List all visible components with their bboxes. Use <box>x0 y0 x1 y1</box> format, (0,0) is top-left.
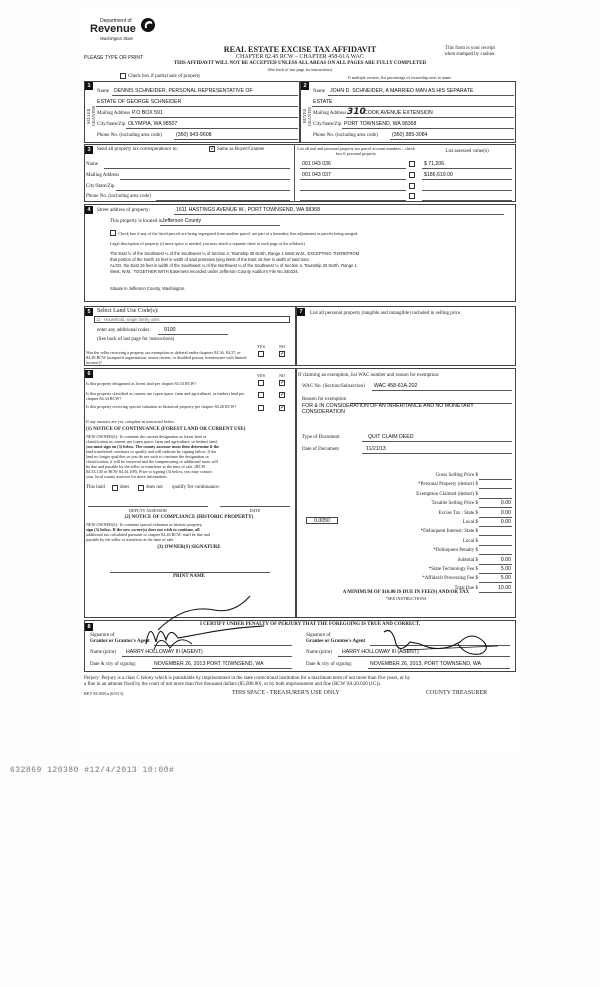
tax-row-value[interactable]: 0.00 <box>500 519 511 525</box>
qualify-label: qualify for continuance. <box>172 485 220 490</box>
seller-mailing[interactable]: P.O BOX 591 <box>132 110 163 116</box>
certify-statement: I CERTIFY UNDER PENALTY OF PERJURY THAT THE FOREGOING IS TRUE AND CORRECT. <box>199 622 420 627</box>
cont-5: land no longer qualifies or you do not wish to continue the designation or <box>86 454 209 459</box>
parcel-2-personal-checkbox[interactable] <box>409 172 415 178</box>
cont-8: 84.33.140 or RCW 84.34.108). Prior to signing (3) below, you may contact <box>86 469 212 474</box>
section-number-5: 5 <box>85 308 93 316</box>
does-not-label: does not <box>146 485 163 490</box>
legal-description-label: Legal description of property (if more space is needed, you may attach a separate sheet to each page of the affidavit) <box>110 241 305 246</box>
recording-stamp: 632869 120380 #12/4/2013 10:00# <box>10 766 175 775</box>
legal-line-1: The East ½ of the Southwest ¼ of the Southwest ¼ of Section 4, Township 30 North, Range 1 West,W.M., EXCEPTING THEREFROM <box>110 251 360 256</box>
buyer-mailing-label: Mailing Address <box>313 111 347 116</box>
grantee-date-label: Date & city of signing: <box>306 662 353 667</box>
seller-city-label: City/State/Zip <box>97 122 126 127</box>
tax-row-label: Subtotal $ <box>457 557 478 563</box>
q3-yes-checkbox[interactable] <box>258 405 264 411</box>
tax-row-label: Local $ <box>462 538 478 544</box>
seller-city[interactable]: OLYMPIA, WA 98507 <box>128 121 178 127</box>
see-instructions: *SEE INSTRUCTIONS <box>385 596 427 601</box>
s3-name-label: Name <box>86 162 98 167</box>
parcel-3-personal-checkbox[interactable] <box>409 183 415 189</box>
buyer-phone[interactable]: (360) 385-3084 <box>392 132 428 138</box>
cont-2: classification as current use (open space, farm and agriculture, or timber) land, <box>86 439 218 444</box>
cont-7: be due and payable by the seller or transferor at the time of sale. (RCW <box>86 464 206 469</box>
s5-see-back: (See back of last page for instructions) <box>97 337 175 342</box>
tax-row-value[interactable]: 5.00 <box>500 575 511 582</box>
assessed-value-header: List assessed value(s) <box>445 149 489 154</box>
legal-line-2: that portion of the North 15 feet in width of said premises lying West of the East 15 feet in width of said tract. <box>110 257 310 262</box>
deputy-assessor-label: DEPUTY ASSESSOR <box>129 508 167 513</box>
grantor-name[interactable]: HARRY HOLLOWAY III (AGENT) <box>126 649 203 655</box>
partial-sale-checkbox[interactable] <box>120 73 126 79</box>
tax-row-value[interactable]: 0.00 <box>500 500 511 507</box>
segregated-parcel-label: Check box if any of the listed parcels are being segregated from another parcel, are part of a boundary line adjustment or parcels being merged. <box>118 231 359 236</box>
seller-name-line2[interactable]: ESTATE OF GEORGE SCHNEIDER <box>97 99 182 105</box>
wac-label: WAC No. (Section/Subsection) <box>302 384 365 389</box>
section-number-3: 3 <box>85 146 93 154</box>
value-1[interactable]: $ 71,206. <box>424 161 446 167</box>
cont-4: land transferred continues to qualify and will indicate by signing below. If the <box>86 449 217 454</box>
tax-row-label: Exemption Claimed (deduct) $ <box>416 491 478 497</box>
does-checkbox[interactable] <box>112 485 118 491</box>
revenue-swirl-icon <box>140 16 156 34</box>
buyer-mailing-number[interactable]: 310 <box>347 107 366 117</box>
see-back-header: (See back of last page for instructions) <box>267 67 333 72</box>
buyer-side-label: BUYER GRANTEE <box>302 106 312 126</box>
s5-no: NO <box>279 344 286 349</box>
grantee-date[interactable]: NOVEMBER 26, 2013, PORT TOWNSEND, WA <box>370 661 481 667</box>
grantee-sig-label: Signature of <box>306 633 331 638</box>
section-number-1: 1 <box>85 82 93 90</box>
grantee-name[interactable]: HARRY HOLLOWAY III (AGENT) <box>342 649 419 655</box>
hist-4: payable by the seller or transferor at the time of sale. <box>86 537 175 542</box>
tax-row-label: *State Technology Fee $ <box>428 567 478 572</box>
tax-row-label: Taxable Selling Price $ <box>431 501 478 507</box>
parcel-1-personal-checkbox[interactable] <box>409 161 415 167</box>
q2-no-checkbox[interactable]: ✓ <box>280 392 286 398</box>
s5-yes-checkbox[interactable] <box>258 351 264 357</box>
hist-2: sign (3) below. If the new owner(s) does not wish to continue, all <box>86 527 200 532</box>
form-warning: THIS AFFIDAVIT WILL NOT BE ACCEPTED UNLESS ALL AREAS ON ALL PAGES ARE FULLY COMPLETED <box>173 61 427 66</box>
doc-type-label: Type of Document <box>302 435 340 440</box>
seller-phone[interactable]: (360) 943-9608 <box>176 132 212 138</box>
buyer-name-line2[interactable]: ESTATE <box>313 99 333 105</box>
seller-phone-label: Phone No. (including area code) <box>97 133 162 138</box>
section-number-4: 4 <box>85 206 93 214</box>
seller-name-line1[interactable]: DENNIS SCHNEIDER, PERSONAL REPRESENTATIVE OF <box>114 88 253 94</box>
exemption-label: If claiming an exemption, list WAC number and reason for exemption: <box>298 373 440 378</box>
s6-q2: Is this property classified as current use (open space, farm and agricultural, or timber) land per chapter 84.34 RCW? <box>86 391 245 401</box>
reason-line-2[interactable]: CONSIDERATION <box>302 409 345 415</box>
hist-3: additional tax calculated pursuant to chapter 84.26 RCW, shall be due and <box>86 532 210 537</box>
s6-note: If any answers are yes, complete as instructed below. <box>86 419 175 424</box>
tax-row-value[interactable]: 10.00 <box>498 584 511 591</box>
land-use-value: 11 - Household, single family units <box>96 317 160 322</box>
seller-side-label: SELLER GRANTOR <box>86 105 96 127</box>
does-label: does <box>120 485 130 490</box>
grantor-name-label: Name (print) <box>90 650 116 655</box>
tax-row-label: *Delinquent Interest: State $ <box>420 529 478 535</box>
county-treasurer: COUNTY TREASURER <box>426 690 488 696</box>
doc-type[interactable]: QUIT CLAIM DEED <box>368 434 414 440</box>
grantor-date[interactable]: NOVEMBER 26, 2013 PORT TOWNSEND, WA <box>154 661 264 667</box>
buyer-name-line1[interactable]: JOHN D. SCHNEIDER, A MARRIED MAN AS HIS SEPARATE <box>330 88 474 94</box>
section-number-6: 6 <box>85 370 93 378</box>
section-number-2: 2 <box>301 82 309 90</box>
tax-row-label: *Affidavit Processing Fee $ <box>422 576 478 582</box>
send-correspondence-label: Send all property tax correspondence to: <box>97 147 178 152</box>
cont-6: classification, it will be removed and the compensating or additional taxes will <box>86 459 218 464</box>
this-land-label: This land <box>86 485 105 490</box>
legal-line-3: ALSO, the East 15 feet in width of the Southwest ¼ of the Northwest ¼ of the Southwest ¼ of Section 4, Township 30 North, Range 1 <box>110 263 357 268</box>
print-name-label: PRINT NAME <box>173 574 205 579</box>
legal-line-4: West, W.M.; TOGETHER WITH Easement recorded under Jefferson County Auditor's File No.340324. <box>110 269 299 274</box>
personal-property-label: List all personal property (tangible and intangible) included in selling price. <box>310 311 462 316</box>
grantor-sig-label: Signature of <box>90 633 115 638</box>
tax-row-label: Excise Tax : State $ <box>438 510 478 516</box>
cont-3: you must sign on (3) below. The county assessor must then determine if the <box>86 444 220 449</box>
receipt-note-2: when stamped by cashier. <box>444 52 496 57</box>
value-2[interactable]: $186,619.00 <box>424 172 453 178</box>
minimum-due: A MINIMUM OF $10.00 IS DUE IN FEE(S) AND/OR TAX <box>342 590 470 595</box>
multiple-owners-note: If multiple owners, list percentage of ownership next to name. <box>348 75 453 80</box>
parcel-2[interactable]: 001 043 037 <box>302 172 331 178</box>
q1-yes-checkbox[interactable] <box>258 380 264 386</box>
segregated-parcel-checkbox[interactable] <box>110 230 116 236</box>
perjury-line-1: Perjury: Perjury is a class C felony which is punishable by imprisonment in the state correctional institution for a maximum term of not more than five years, or by <box>84 676 411 681</box>
form-chapter: CHAPTER 82.45 RCW – CHAPTER 458-61A WAC <box>236 54 364 60</box>
owner-signature-label: (3) OWNER(S) SIGNATURE <box>157 545 221 550</box>
reason-line-1[interactable]: FOR & IN CONSIDERATION OF AN INHERITANCE AND NO MONETARY <box>302 403 474 409</box>
revenue-logo <box>86 14 156 44</box>
print-name-signature-scribble <box>154 574 264 632</box>
local-rate: 0.0050 <box>314 518 330 524</box>
cont-9: your local county assessor for more information. <box>86 474 168 479</box>
s3-city-label: City/State/Zip <box>86 184 115 189</box>
grantor-date-label: Date & city of signing: <box>90 662 137 667</box>
land-use-label: Select Land Use Code(s): <box>97 308 159 314</box>
buyer-mailing[interactable]: COOK AVENUE EXTENSION <box>364 110 433 116</box>
perjury-line-2: a fine in an amount fixed by the court of not more than five thousand dollars ($5,000.00), or by both imprisonment and fine (RCW 9A.20.020 (1C)). <box>84 682 381 687</box>
same-as-buyer-checkbox[interactable]: ✓ <box>210 146 216 152</box>
treasurer-use: THIS SPACE - TREASURER'S USE ONLY <box>232 690 340 696</box>
reason-label: Reason for exemption <box>302 397 347 402</box>
tax-row-value[interactable]: 0.00 <box>500 509 511 516</box>
grantor-label: Grantor or Grantor's Agent <box>90 639 150 644</box>
street-address[interactable]: 1611 HASTINGS AVENUE W., PORT TOWNSEND, WA 98368 <box>176 207 320 213</box>
s3-phone-label: Phone No. (including area code) <box>86 194 151 199</box>
seller-mailing-label: Mailing Address <box>97 111 131 116</box>
s6-q3: Is this property receiving special valuation as historical property per chapter 84.26 RCW? <box>86 404 237 409</box>
logo-state: Washington State <box>100 36 133 41</box>
additional-codes-label: enter any additional codes: <box>97 328 151 333</box>
section-number-8: 8 <box>85 623 93 631</box>
seller-name-label: Name <box>97 89 109 94</box>
doc-date-label: Date of Document <box>302 447 339 452</box>
tax-row-label: *Personal Property (deduct) $ <box>418 482 478 488</box>
s6-no: NO <box>279 373 286 378</box>
doc-date[interactable]: 11/21/13 <box>366 446 386 452</box>
parcel-1[interactable]: 001 043 036 <box>302 161 331 167</box>
parcel-header: List all real and personal property tax parcel account numbers – check box if personal property <box>297 146 415 156</box>
logo-dept: Department of <box>100 18 132 24</box>
q2-yes-checkbox[interactable] <box>258 392 264 398</box>
county[interactable]: Jefferson County <box>162 218 202 224</box>
form-title: REAL ESTATE EXCISE TAX AFFIDAVIT <box>223 45 377 54</box>
s3-mailing-label: Mailing Address <box>86 173 120 178</box>
grantee-label: Grantee or Grantee's Agent <box>306 639 366 644</box>
rev-number: REV 84 0001a (6/9/13) <box>84 691 124 696</box>
buyer-name-label: Name <box>313 89 325 94</box>
deputy-date-label: DATE <box>249 508 261 513</box>
q1-no-checkbox[interactable]: ✓ <box>280 380 286 386</box>
tax-row-value[interactable]: 0.00 <box>500 556 511 563</box>
tax-row-label: Local $ <box>462 520 478 525</box>
located-label: This property is located in <box>110 219 163 224</box>
tax-row-value[interactable]: 5.00 <box>500 566 511 572</box>
tax-row-label: Total Due $ <box>454 585 478 591</box>
grantee-name-label: Name (print) <box>306 650 332 655</box>
additional-codes-value[interactable]: 9100 <box>164 327 176 333</box>
s5-question: Was the seller receiving a property tax exemption or deferral under chapters 84.36, 84.37, or 84.38 RCW (nonprofit organization, senior citizen, or disabled person, homeowner with limited income)? <box>86 350 247 365</box>
logo-name: Revenue <box>90 23 136 35</box>
s6-q1: Is this property designated as forest land per chapter 84.33 RCW? <box>86 381 197 386</box>
tax-row-label: *Delinquent Penalty $ <box>433 548 478 554</box>
legal-line-5: Situate in Jefferson County, Washington. <box>110 286 186 291</box>
wac-value[interactable]: WAC 458-61A-202 <box>374 383 418 389</box>
section-number-7: 7 <box>297 308 305 316</box>
please-type: PLEASE TYPE OR PRINT <box>84 55 144 61</box>
street-label: Street address of property: <box>97 208 150 213</box>
cont-1: NEW OWNER(S): To continue the current designation as forest land or <box>86 434 207 439</box>
receipt-note-1: This form is your receipt <box>445 46 495 51</box>
buyer-city-label: City/State/Zip <box>313 122 342 127</box>
s5-yes: YES <box>257 344 265 349</box>
same-as-buyer-label: Same as Buyer/Grantee <box>217 147 265 152</box>
q3-no-checkbox[interactable]: ✓ <box>280 405 286 411</box>
affidavit-sheet <box>80 8 520 753</box>
historic-title: (2) NOTICE OF COMPLIANCE (HISTORIC PROPERTY) <box>124 515 254 520</box>
tax-row-label: Gross Selling Price $ <box>435 473 478 478</box>
s6-yes: YES <box>257 373 265 378</box>
buyer-phone-label: Phone No. (including area code) <box>313 133 378 138</box>
grantee-signature-image <box>380 624 500 658</box>
parcel-4-personal-checkbox[interactable] <box>409 193 415 199</box>
partial-sale-label: Check box if partial sale of property <box>128 74 201 79</box>
continuance-title: (1) NOTICE OF CONTINUANCE (FOREST LAND OR CURRENT USE) <box>86 427 246 432</box>
does-not-checkbox[interactable] <box>138 485 144 491</box>
buyer-city[interactable]: PORT TOWNSEND, WA 98368 <box>344 121 417 127</box>
s5-no-checkbox[interactable]: ✓ <box>280 351 286 357</box>
hist-1: NEW OWNER(S): To continue special valuation as historic property, <box>86 522 203 527</box>
